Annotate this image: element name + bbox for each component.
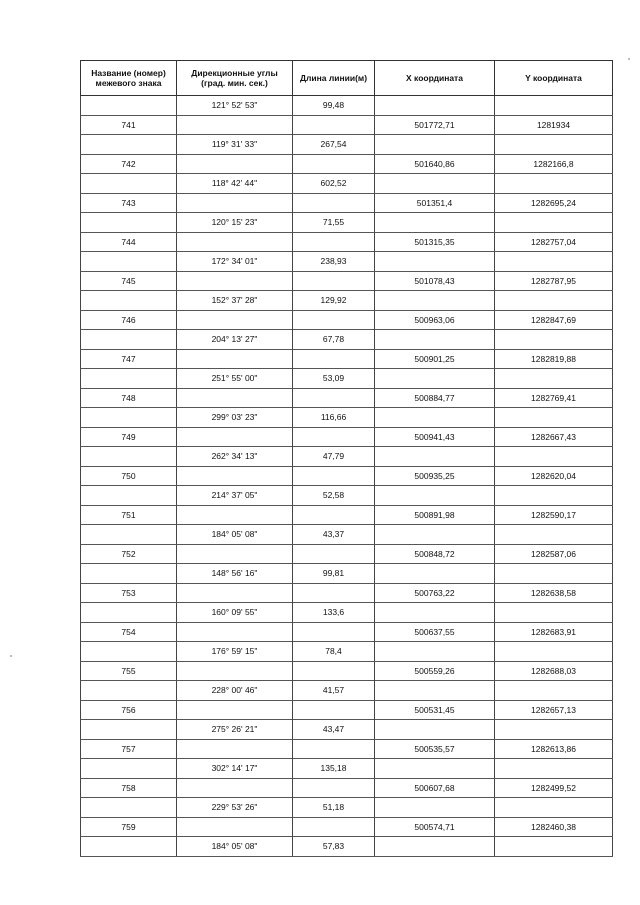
cell-x-coordinate: 500535,57 xyxy=(375,739,495,759)
cell-y-coordinate xyxy=(495,135,613,155)
cell-line-length: 133,6 xyxy=(293,603,375,623)
cell-marker-name: 753 xyxy=(81,583,177,603)
cell-line-length xyxy=(293,115,375,135)
cell-x-coordinate: 500531,45 xyxy=(375,700,495,720)
table-row-segment xyxy=(81,486,613,506)
boundary-coordinates-table xyxy=(80,60,613,857)
cell-line-length: 43,47 xyxy=(293,720,375,740)
cell-y-coordinate xyxy=(495,798,613,818)
cell-x-coordinate: 501351,4 xyxy=(375,193,495,213)
cell-marker-name: 745 xyxy=(81,271,177,291)
cell-marker-name xyxy=(81,135,177,155)
cell-y-coordinate: 1282819,88 xyxy=(495,349,613,369)
cell-line-length xyxy=(293,661,375,681)
table-header-row xyxy=(81,61,613,96)
cell-line-length: 238,93 xyxy=(293,252,375,272)
cell-bearing-angle: 275° 26' 21" xyxy=(177,720,293,740)
table-row-segment xyxy=(81,681,613,701)
table-row-segment xyxy=(81,291,613,311)
cell-marker-name: 748 xyxy=(81,388,177,408)
cell-y-coordinate xyxy=(495,720,613,740)
cell-bearing-angle xyxy=(177,466,293,486)
cell-x-coordinate xyxy=(375,564,495,584)
cell-line-length xyxy=(293,505,375,525)
cell-marker-name: 759 xyxy=(81,817,177,837)
cell-x-coordinate: 500559,26 xyxy=(375,661,495,681)
cell-bearing-angle: 302° 14' 17" xyxy=(177,759,293,779)
cell-bearing-angle: 214° 37' 05" xyxy=(177,486,293,506)
table-row-segment xyxy=(81,252,613,272)
cell-bearing-angle xyxy=(177,193,293,213)
cell-line-length xyxy=(293,622,375,642)
cell-bearing-angle: 172° 34' 01" xyxy=(177,252,293,272)
cell-marker-name: 752 xyxy=(81,544,177,564)
cell-y-coordinate xyxy=(495,213,613,233)
cell-x-coordinate xyxy=(375,213,495,233)
cell-marker-name xyxy=(81,291,177,311)
table-row-segment xyxy=(81,213,613,233)
cell-line-length xyxy=(293,778,375,798)
cell-line-length: 602,52 xyxy=(293,174,375,194)
cell-marker-name xyxy=(81,174,177,194)
cell-marker-name xyxy=(81,759,177,779)
table-row-marker xyxy=(81,466,613,486)
cell-y-coordinate xyxy=(495,330,613,350)
table-row-marker xyxy=(81,115,613,135)
cell-line-length xyxy=(293,154,375,174)
cell-line-length xyxy=(293,700,375,720)
cell-bearing-angle xyxy=(177,232,293,252)
table-row-marker xyxy=(81,388,613,408)
cell-x-coordinate xyxy=(375,681,495,701)
cell-bearing-angle: 152° 37' 28" xyxy=(177,291,293,311)
cell-y-coordinate: 1282657,13 xyxy=(495,700,613,720)
cell-x-coordinate xyxy=(375,174,495,194)
cell-line-length: 41,57 xyxy=(293,681,375,701)
table-row-marker xyxy=(81,583,613,603)
cell-bearing-angle: 148° 56' 16" xyxy=(177,564,293,584)
cell-marker-name: 758 xyxy=(81,778,177,798)
cell-y-coordinate xyxy=(495,603,613,623)
cell-line-length xyxy=(293,349,375,369)
cell-x-coordinate xyxy=(375,408,495,428)
cell-marker-name xyxy=(81,369,177,389)
cell-line-length: 52,58 xyxy=(293,486,375,506)
cell-line-length xyxy=(293,583,375,603)
cell-y-coordinate: 1282590,17 xyxy=(495,505,613,525)
cell-y-coordinate xyxy=(495,174,613,194)
table-row-marker xyxy=(81,817,613,837)
cell-line-length: 47,79 xyxy=(293,447,375,467)
cell-bearing-angle xyxy=(177,817,293,837)
cell-bearing-angle: 262° 34' 13" xyxy=(177,447,293,467)
table-row-segment xyxy=(81,525,613,545)
cell-line-length: 129,92 xyxy=(293,291,375,311)
cell-x-coordinate xyxy=(375,798,495,818)
cell-bearing-angle: 251° 55' 00" xyxy=(177,369,293,389)
cell-x-coordinate: 501315,35 xyxy=(375,232,495,252)
cell-marker-name xyxy=(81,837,177,857)
cell-line-length: 57,83 xyxy=(293,837,375,857)
cell-y-coordinate: 1282695,24 xyxy=(495,193,613,213)
cell-marker-name xyxy=(81,213,177,233)
table-row-segment xyxy=(81,96,613,116)
cell-y-coordinate xyxy=(495,837,613,857)
cell-bearing-angle xyxy=(177,583,293,603)
cell-x-coordinate: 500935,25 xyxy=(375,466,495,486)
cell-marker-name xyxy=(81,681,177,701)
cell-marker-name xyxy=(81,720,177,740)
cell-marker-name: 754 xyxy=(81,622,177,642)
table-row-marker xyxy=(81,700,613,720)
cell-marker-name xyxy=(81,96,177,116)
cell-x-coordinate xyxy=(375,252,495,272)
table-row-marker xyxy=(81,661,613,681)
table-row-segment xyxy=(81,330,613,350)
cell-y-coordinate xyxy=(495,681,613,701)
cell-line-length: 116,66 xyxy=(293,408,375,428)
cell-y-coordinate: 1282667,43 xyxy=(495,427,613,447)
cell-x-coordinate xyxy=(375,135,495,155)
cell-marker-name: 751 xyxy=(81,505,177,525)
cell-line-length xyxy=(293,271,375,291)
cell-y-coordinate: 1282587,06 xyxy=(495,544,613,564)
cell-bearing-angle xyxy=(177,739,293,759)
cell-line-length: 67,78 xyxy=(293,330,375,350)
cell-y-coordinate: 1281934 xyxy=(495,115,613,135)
cell-line-length: 99,81 xyxy=(293,564,375,584)
cell-line-length: 78,4 xyxy=(293,642,375,662)
scan-speck xyxy=(10,655,12,657)
cell-line-length xyxy=(293,193,375,213)
cell-x-coordinate: 501640,86 xyxy=(375,154,495,174)
cell-x-coordinate: 500891,98 xyxy=(375,505,495,525)
cell-bearing-angle: 160° 09' 55" xyxy=(177,603,293,623)
cell-bearing-angle xyxy=(177,778,293,798)
cell-y-coordinate: 1282620,04 xyxy=(495,466,613,486)
cell-line-length: 53,09 xyxy=(293,369,375,389)
cell-y-coordinate xyxy=(495,525,613,545)
cell-y-coordinate xyxy=(495,369,613,389)
table-row-marker xyxy=(81,544,613,564)
cell-x-coordinate xyxy=(375,837,495,857)
cell-bearing-angle xyxy=(177,505,293,525)
cell-y-coordinate xyxy=(495,408,613,428)
document-page xyxy=(80,60,612,857)
cell-line-length xyxy=(293,232,375,252)
cell-x-coordinate: 500963,06 xyxy=(375,310,495,330)
cell-x-coordinate: 500848,72 xyxy=(375,544,495,564)
table-row-segment xyxy=(81,759,613,779)
cell-marker-name: 743 xyxy=(81,193,177,213)
cell-y-coordinate: 1282683,91 xyxy=(495,622,613,642)
table-row-marker xyxy=(81,349,613,369)
cell-marker-name xyxy=(81,486,177,506)
table-row-segment xyxy=(81,369,613,389)
cell-marker-name xyxy=(81,447,177,467)
cell-bearing-angle: 184° 05' 08" xyxy=(177,525,293,545)
cell-marker-name xyxy=(81,252,177,272)
cell-x-coordinate xyxy=(375,720,495,740)
cell-marker-name: 744 xyxy=(81,232,177,252)
cell-x-coordinate: 501772,71 xyxy=(375,115,495,135)
cell-bearing-angle: 228° 00' 46" xyxy=(177,681,293,701)
cell-y-coordinate: 1282166,8 xyxy=(495,154,613,174)
cell-y-coordinate: 1282787,95 xyxy=(495,271,613,291)
table-row-marker xyxy=(81,232,613,252)
cell-x-coordinate xyxy=(375,759,495,779)
cell-line-length xyxy=(293,739,375,759)
table-row-segment xyxy=(81,174,613,194)
cell-y-coordinate xyxy=(495,447,613,467)
table-row-segment xyxy=(81,603,613,623)
cell-marker-name xyxy=(81,564,177,584)
cell-marker-name: 750 xyxy=(81,466,177,486)
cell-line-length xyxy=(293,544,375,564)
cell-y-coordinate: 1282757,04 xyxy=(495,232,613,252)
cell-line-length xyxy=(293,427,375,447)
cell-x-coordinate xyxy=(375,291,495,311)
cell-x-coordinate: 500884,77 xyxy=(375,388,495,408)
header-marker-name: Название (номер) межевого знака xyxy=(81,61,177,96)
cell-marker-name: 756 xyxy=(81,700,177,720)
table-row-segment xyxy=(81,642,613,662)
header-bearing-angle: Дирекционные углы (град. мин. сек.) xyxy=(177,61,293,96)
cell-x-coordinate xyxy=(375,447,495,467)
cell-bearing-angle xyxy=(177,388,293,408)
cell-marker-name xyxy=(81,330,177,350)
cell-x-coordinate xyxy=(375,525,495,545)
header-line-length: Длина линии(м) xyxy=(293,61,375,96)
cell-line-length: 99,48 xyxy=(293,96,375,116)
cell-marker-name xyxy=(81,525,177,545)
cell-x-coordinate xyxy=(375,642,495,662)
table-row-marker xyxy=(81,622,613,642)
cell-bearing-angle: 299° 03' 23" xyxy=(177,408,293,428)
cell-bearing-angle xyxy=(177,271,293,291)
cell-bearing-angle xyxy=(177,115,293,135)
header-y-coordinate: Y координата xyxy=(495,61,613,96)
cell-y-coordinate: 1282460,38 xyxy=(495,817,613,837)
cell-x-coordinate: 500574,71 xyxy=(375,817,495,837)
cell-line-length xyxy=(293,388,375,408)
table-row-marker xyxy=(81,154,613,174)
cell-bearing-angle: 120° 15' 23" xyxy=(177,213,293,233)
table-row-marker xyxy=(81,193,613,213)
cell-bearing-angle xyxy=(177,700,293,720)
cell-y-coordinate xyxy=(495,252,613,272)
scan-speck xyxy=(628,58,630,60)
cell-marker-name: 757 xyxy=(81,739,177,759)
cell-x-coordinate: 500763,22 xyxy=(375,583,495,603)
cell-y-coordinate: 1282638,58 xyxy=(495,583,613,603)
cell-y-coordinate: 1282613,86 xyxy=(495,739,613,759)
table-row-segment xyxy=(81,135,613,155)
cell-bearing-angle: 204° 13' 27" xyxy=(177,330,293,350)
cell-bearing-angle: 121° 52' 53" xyxy=(177,96,293,116)
cell-line-length: 51,18 xyxy=(293,798,375,818)
table-row-marker xyxy=(81,271,613,291)
cell-y-coordinate xyxy=(495,564,613,584)
cell-line-length xyxy=(293,466,375,486)
cell-line-length xyxy=(293,310,375,330)
table-row-segment xyxy=(81,408,613,428)
cell-y-coordinate xyxy=(495,486,613,506)
cell-bearing-angle: 118° 42' 44" xyxy=(177,174,293,194)
cell-bearing-angle xyxy=(177,544,293,564)
cell-marker-name: 741 xyxy=(81,115,177,135)
table-row-segment xyxy=(81,564,613,584)
table-row-segment xyxy=(81,798,613,818)
cell-line-length: 43,37 xyxy=(293,525,375,545)
table-row-marker xyxy=(81,310,613,330)
table-body xyxy=(81,96,613,857)
cell-bearing-angle: 176° 59' 15" xyxy=(177,642,293,662)
cell-bearing-angle xyxy=(177,310,293,330)
cell-y-coordinate xyxy=(495,759,613,779)
cell-bearing-angle: 229° 53' 26" xyxy=(177,798,293,818)
table-row-marker xyxy=(81,505,613,525)
cell-marker-name: 755 xyxy=(81,661,177,681)
cell-y-coordinate xyxy=(495,291,613,311)
cell-marker-name: 742 xyxy=(81,154,177,174)
cell-y-coordinate xyxy=(495,96,613,116)
cell-y-coordinate xyxy=(495,642,613,662)
cell-x-coordinate: 500607,68 xyxy=(375,778,495,798)
cell-x-coordinate: 500637,55 xyxy=(375,622,495,642)
cell-marker-name xyxy=(81,642,177,662)
cell-bearing-angle xyxy=(177,349,293,369)
cell-y-coordinate: 1282688,03 xyxy=(495,661,613,681)
cell-marker-name: 749 xyxy=(81,427,177,447)
cell-marker-name xyxy=(81,798,177,818)
table-row-segment xyxy=(81,837,613,857)
table-row-segment xyxy=(81,720,613,740)
cell-y-coordinate: 1282769,41 xyxy=(495,388,613,408)
cell-x-coordinate xyxy=(375,369,495,389)
cell-line-length: 135,18 xyxy=(293,759,375,779)
cell-x-coordinate: 501078,43 xyxy=(375,271,495,291)
cell-x-coordinate xyxy=(375,330,495,350)
table-row-segment xyxy=(81,447,613,467)
cell-x-coordinate xyxy=(375,96,495,116)
cell-bearing-angle xyxy=(177,622,293,642)
cell-line-length: 267,54 xyxy=(293,135,375,155)
cell-line-length xyxy=(293,817,375,837)
cell-x-coordinate xyxy=(375,603,495,623)
table-row-marker xyxy=(81,427,613,447)
cell-x-coordinate: 500941,43 xyxy=(375,427,495,447)
cell-marker-name: 747 xyxy=(81,349,177,369)
cell-line-length: 71,55 xyxy=(293,213,375,233)
cell-bearing-angle xyxy=(177,661,293,681)
table-row-marker xyxy=(81,778,613,798)
cell-marker-name xyxy=(81,603,177,623)
cell-marker-name xyxy=(81,408,177,428)
cell-x-coordinate xyxy=(375,486,495,506)
cell-y-coordinate: 1282499,52 xyxy=(495,778,613,798)
cell-y-coordinate: 1282847,69 xyxy=(495,310,613,330)
header-x-coordinate: X координата xyxy=(375,61,495,96)
cell-marker-name: 746 xyxy=(81,310,177,330)
cell-bearing-angle xyxy=(177,154,293,174)
cell-bearing-angle: 184° 05' 08" xyxy=(177,837,293,857)
cell-x-coordinate: 500901,25 xyxy=(375,349,495,369)
cell-bearing-angle xyxy=(177,427,293,447)
cell-bearing-angle: 119° 31' 33" xyxy=(177,135,293,155)
table-row-marker xyxy=(81,739,613,759)
